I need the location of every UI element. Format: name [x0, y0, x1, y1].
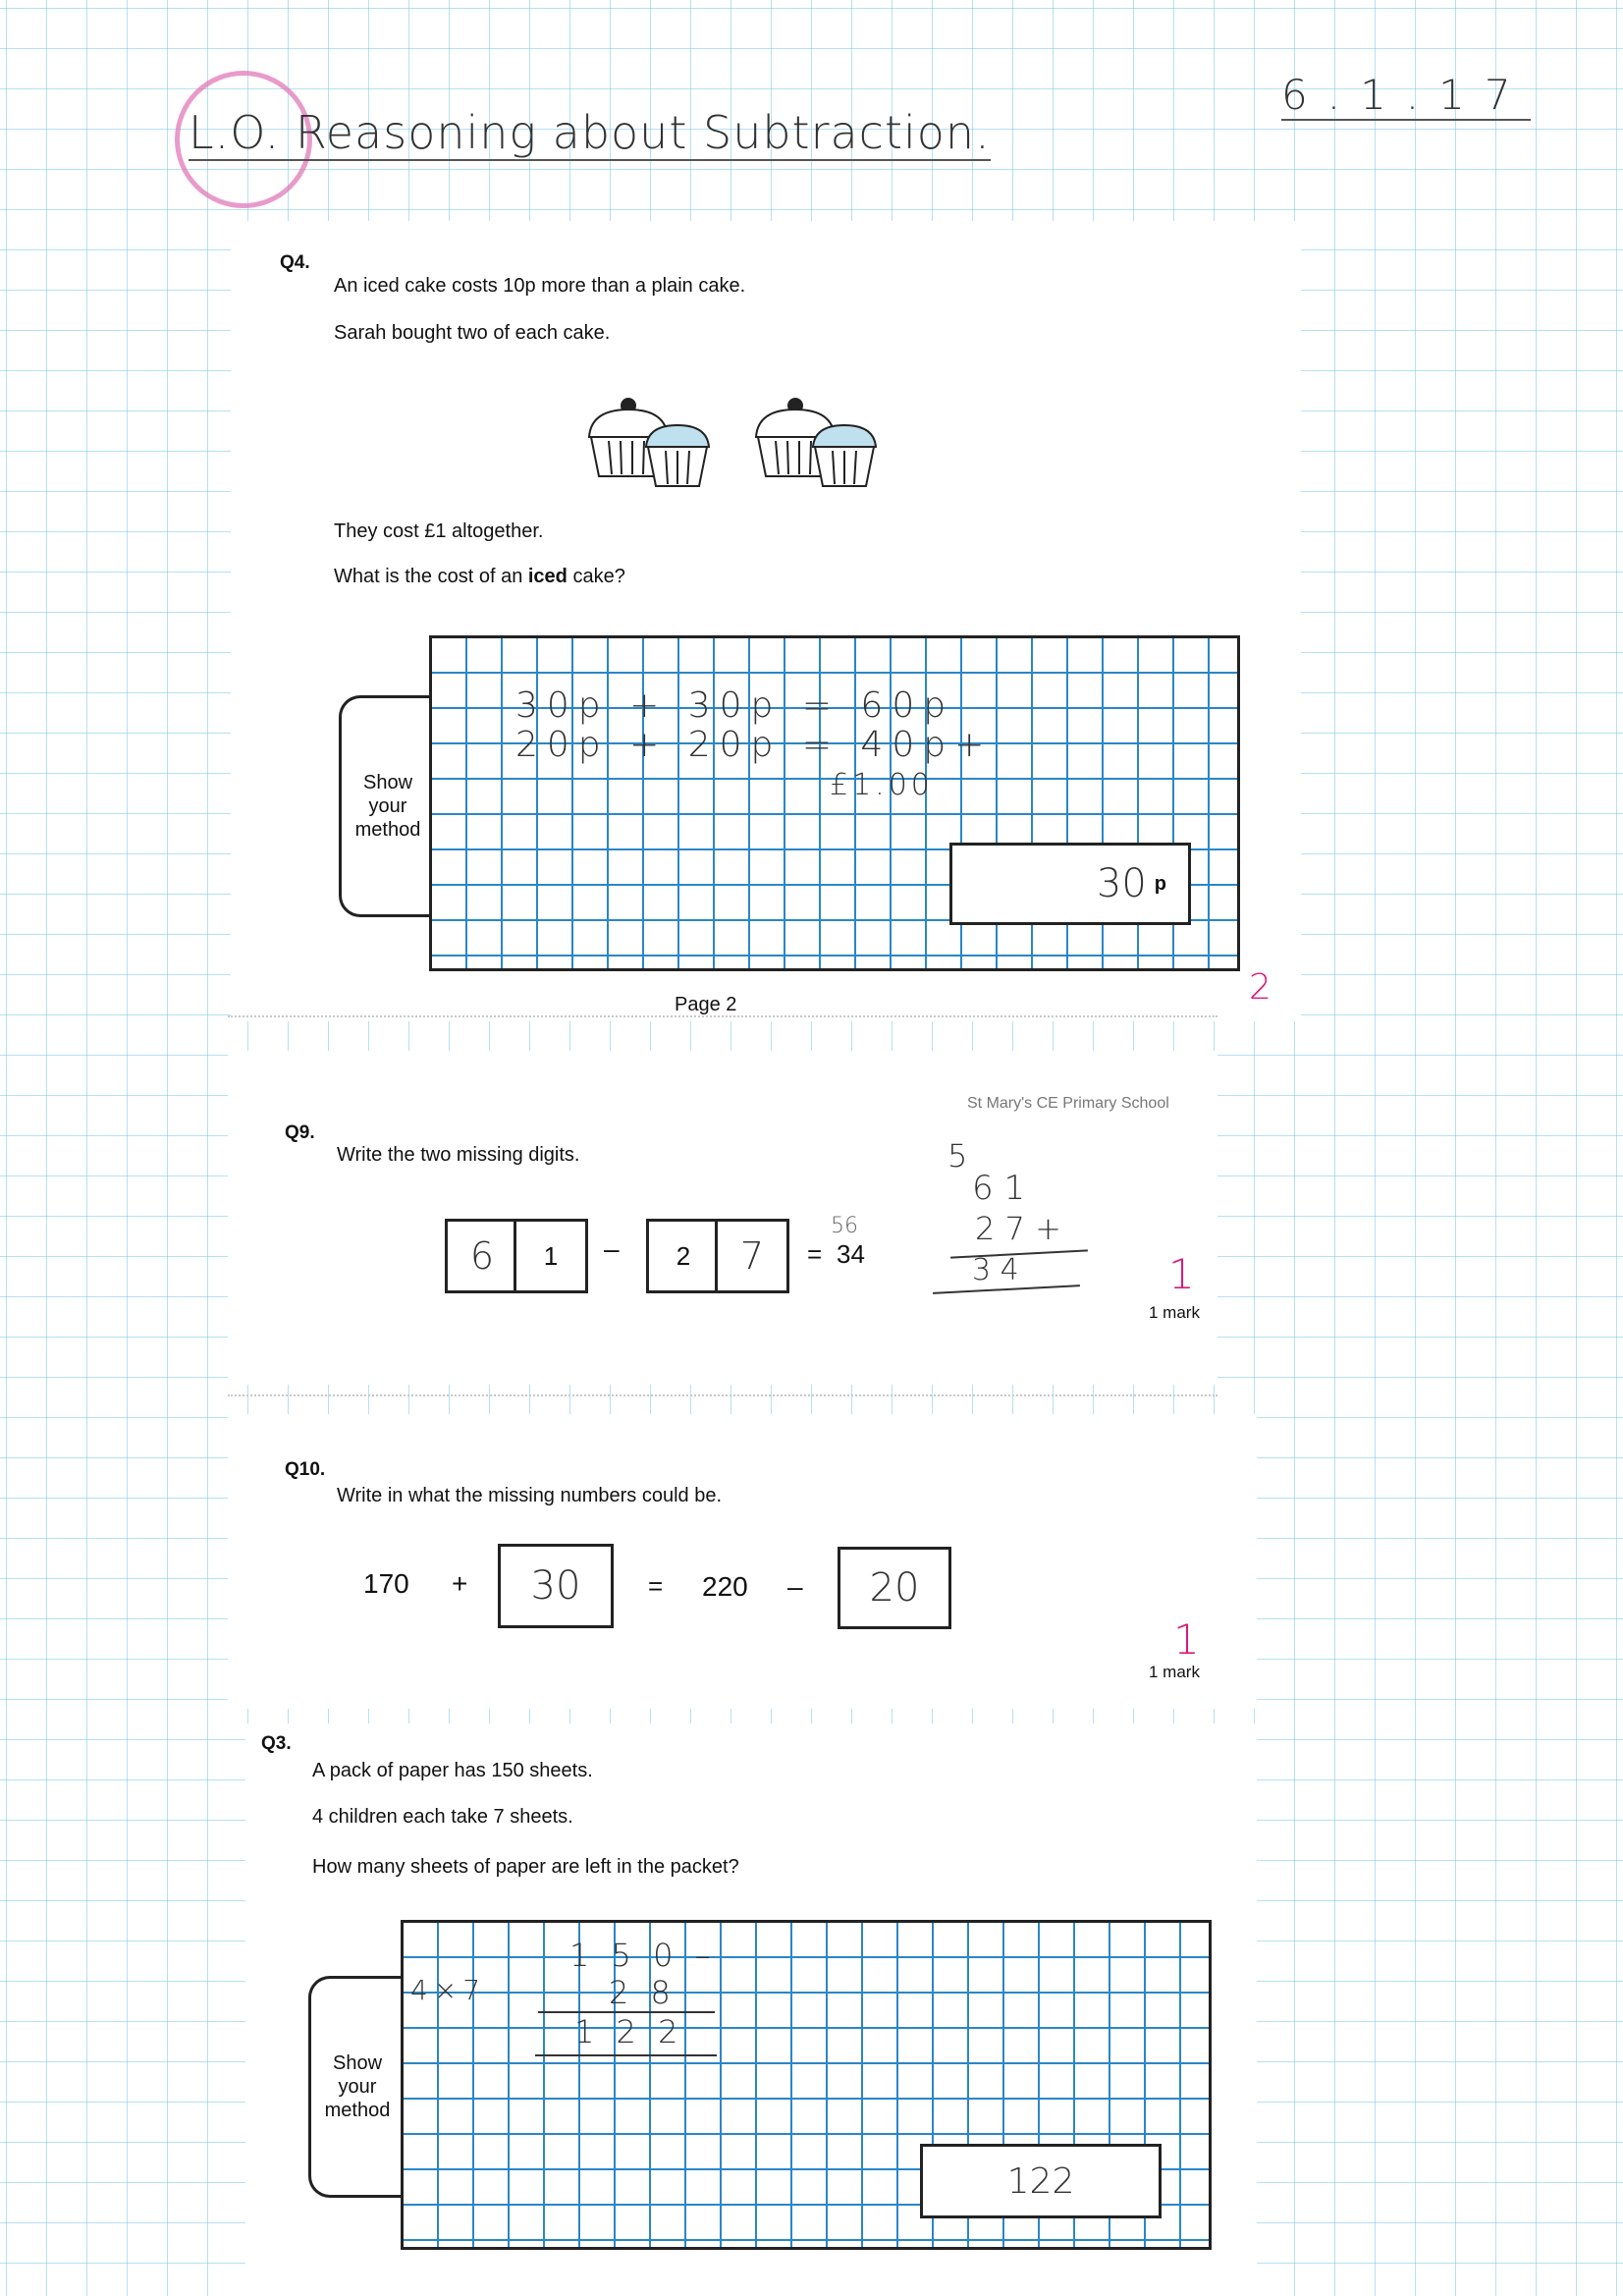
- q4-work-line3: £1.00: [830, 768, 934, 802]
- q4-answer-unit: p: [1154, 872, 1166, 895]
- q4-line4-pre: What is the cost of an: [334, 566, 528, 587]
- q10-text: Write in what the missing numbers could be.: [337, 1485, 723, 1506]
- cupcake-pair-2: [756, 399, 876, 486]
- q4-answer-box[interactable]: [949, 843, 1191, 925]
- q9-note: 56: [831, 1214, 858, 1238]
- q10-answer-box-1[interactable]: 30: [498, 1544, 614, 1628]
- q3-work-side: 4×7: [410, 1974, 487, 2006]
- q3-tab-word-3: method: [324, 2100, 391, 2121]
- q10-minus: –: [787, 1571, 803, 1602]
- lesson-date: 6.1.17: [1281, 71, 1531, 119]
- cupcakes-illustration: [579, 388, 903, 496]
- q9-minus: –: [604, 1233, 620, 1264]
- q3-work-line2: 2 8: [609, 1974, 676, 2011]
- q9-work-1: 5: [947, 1137, 968, 1175]
- q9-digit-3: 2: [646, 1219, 721, 1293]
- q4-tab-word-1: Show: [362, 772, 413, 793]
- q4-work-line1: 30p + 30p = 60p: [515, 685, 955, 726]
- q4-work-line2: 20p + 20p = 40p+: [515, 725, 994, 765]
- q9-work-2: 6 1: [972, 1169, 1026, 1208]
- q3-line2: 4 children each take 7 sheets.: [312, 1806, 573, 1828]
- q9-top-perforation: [228, 1015, 1217, 1017]
- q3-method-tab: [308, 1976, 404, 2198]
- q10-plus: +: [452, 1568, 468, 1599]
- q3-answer-box[interactable]: [920, 2144, 1162, 2218]
- q3-work-line3: 1 2 2: [574, 2013, 684, 2050]
- q9-digit-2: 1: [514, 1219, 588, 1293]
- q4-page-label: Page 2: [675, 994, 737, 1015]
- q3-answer-value: 122: [1006, 2160, 1075, 2202]
- q4-method-tab: [339, 695, 434, 917]
- q4-number: Q4.: [280, 252, 310, 273]
- q4-teacher-mark: 2: [1249, 967, 1271, 1008]
- q4-line4: [334, 566, 625, 588]
- q10-sheet: [228, 1414, 1257, 1709]
- q4-line2: Sarah bought two of each cake.: [334, 322, 611, 344]
- q9-equals: =: [807, 1239, 823, 1269]
- q9-work-3: 2 7 +: [975, 1210, 1061, 1247]
- q3-line1: A pack of paper has 150 sheets.: [312, 1760, 593, 1781]
- q4-line1: An iced cake costs 10p more than a plain cake.: [334, 275, 746, 297]
- q10-answer-box-2[interactable]: 20: [838, 1547, 951, 1629]
- q3-tab-word-2: your: [338, 2076, 377, 2098]
- q4-answer-value: 30: [1096, 861, 1147, 906]
- q4-line4-post: cake?: [567, 566, 625, 587]
- lesson-title: L.O. Reasoning about Subtraction.: [189, 106, 991, 159]
- q10-teacher-mark: 1: [1173, 1615, 1200, 1664]
- q9-result: 34: [837, 1239, 865, 1269]
- q9-digit-box-1[interactable]: 6: [445, 1219, 519, 1293]
- q10-mark-label: 1 mark: [1149, 1663, 1200, 1681]
- cupcake-pair-1: [589, 399, 709, 486]
- q9-teacher-mark: 1: [1168, 1250, 1195, 1298]
- q4-tab-word-3: method: [354, 819, 421, 841]
- q3-work-rule-2: [535, 2054, 717, 2056]
- q9-number: Q9.: [285, 1122, 315, 1143]
- q4-tab-word-2: your: [368, 795, 407, 817]
- q9-text: Write the two missing digits.: [337, 1144, 580, 1166]
- q4-line4-bold: iced: [527, 566, 568, 587]
- school-name: St Mary's CE Primary School: [967, 1095, 1169, 1112]
- q9-work-4: 3 4: [972, 1253, 1019, 1287]
- q10-n2: 220: [702, 1571, 748, 1602]
- q4-line3: They cost £1 altogether.: [334, 520, 544, 542]
- q3-tab-word-1: Show: [332, 2052, 383, 2074]
- q9-bottom-perforation: [228, 1394, 1217, 1396]
- q3-number: Q3.: [261, 1733, 292, 1754]
- q3-work-line1: 1 5 0 –: [569, 1937, 717, 1974]
- q9-digit-box-4[interactable]: 7: [715, 1219, 789, 1293]
- q10-number: Q10.: [285, 1459, 326, 1480]
- q3-line3: How many sheets of paper are left in the packet?: [312, 1856, 739, 1878]
- q10-n1: 170: [363, 1568, 409, 1599]
- q10-equals: =: [648, 1571, 664, 1601]
- q9-mark-label: 1 mark: [1149, 1303, 1200, 1322]
